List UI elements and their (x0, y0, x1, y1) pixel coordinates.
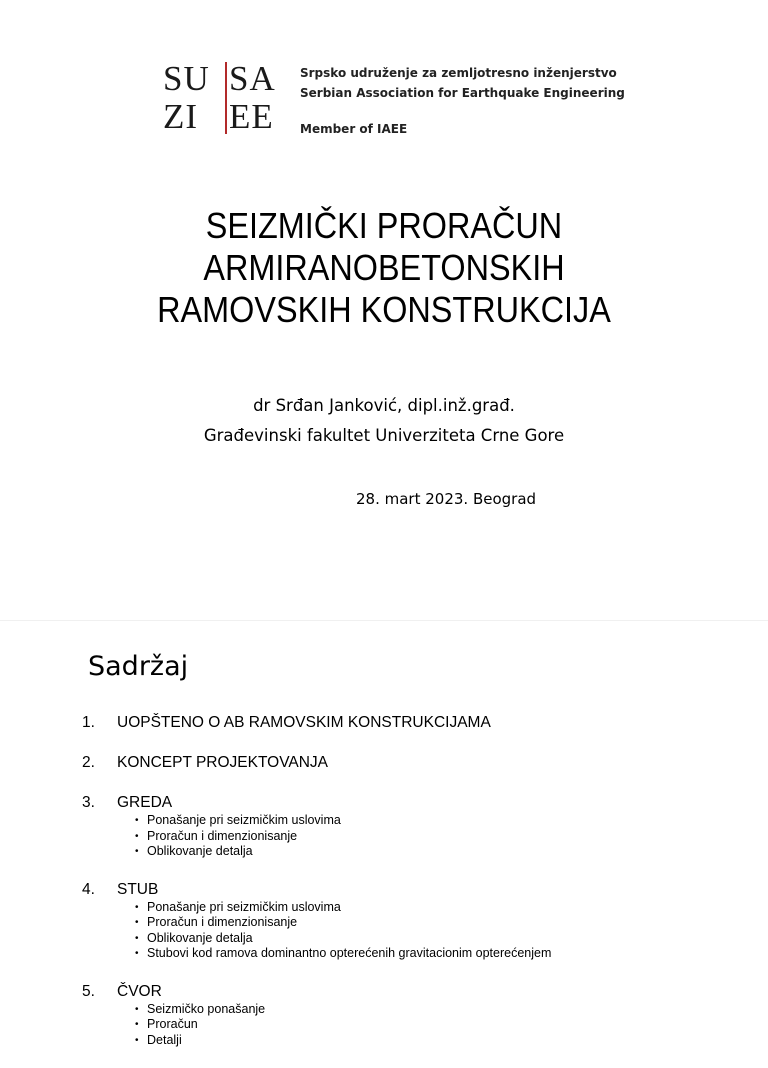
toc-item-number: 2. (82, 754, 95, 771)
logo-letters-sa: SA (229, 59, 276, 98)
org-name-serbian: Srpsko udruženje za zemljotresno inženjerstvo (300, 66, 617, 80)
bullet-icon: • (135, 1034, 139, 1046)
contents-heading: Sadržaj (88, 651, 189, 682)
title-line-1: SEIZMIČKI PRORAČUN (205, 205, 563, 246)
toc-subitem: • Proračun i dimenzionisanje (135, 915, 298, 929)
bullet-icon: • (135, 846, 139, 857)
toc-item-number: 1. (82, 714, 95, 731)
toc-subitem: • Stubovi kod ramova dominantno opterećenih gravitacionim opterećenjem (135, 946, 552, 960)
toc-subitem: • Oblikovanje detalja (135, 930, 253, 945)
bullet-icon: • (135, 1003, 139, 1015)
logo-letters-ee: EE (229, 97, 274, 136)
presentation-date: 28. mart 2023. Beograd (356, 490, 537, 508)
bullet-icon: • (135, 917, 139, 928)
logo-letters-zi: ZI (163, 97, 199, 136)
logo-divider (225, 62, 227, 134)
toc-subitem: • Proračun i dimenzionisanje (135, 828, 298, 843)
toc-item-label: GREDA (117, 794, 173, 811)
toc-item-number: 5. (82, 982, 95, 1000)
author-name: dr Srđan Janković, dipl.inž.građ. (253, 396, 515, 415)
toc-item-label: ČVOR (117, 982, 162, 1000)
toc-subitems (82, 900, 722, 962)
toc-item-number: 3. (82, 794, 95, 811)
title-line-3: RAMOVSKIH KONSTRUKCIJA (157, 289, 611, 330)
org-name-english: Serbian Association for Earthquake Engineering (300, 86, 625, 100)
bullet-icon: • (135, 1019, 139, 1030)
toc-item-label: KONCEPT PROJEKTOVANJA (117, 754, 329, 771)
toc-item-label: STUB (117, 880, 159, 898)
author-affiliation: Građevinski fakultet Univerziteta Crne Gore (203, 426, 565, 445)
toc-subitem: • Proračun (135, 1017, 198, 1031)
logo-letters-su: SU (163, 59, 210, 98)
logo-text (300, 63, 625, 139)
toc-item (82, 793, 722, 860)
bullet-icon: • (135, 932, 139, 944)
toc-subitems (82, 813, 722, 860)
toc-item-number: 4. (82, 880, 95, 898)
toc-item (82, 880, 722, 962)
table-of-contents (82, 713, 722, 1068)
title-line-2: ARMIRANOBETONSKIH (203, 247, 565, 288)
presentation-title (38, 205, 729, 331)
toc-subitem: • Seizmičko ponašanje (135, 1001, 266, 1016)
toc-subitem: • Ponašanje pri seizmičkim uslovima (135, 899, 341, 914)
author-block (0, 391, 768, 451)
toc-item (82, 982, 722, 1049)
toc-item (82, 753, 722, 773)
contents-slide (0, 620, 768, 1047)
bullet-icon: • (135, 815, 139, 826)
toc-item (82, 713, 722, 733)
bullet-icon: • (135, 948, 139, 959)
toc-subitem: • Detalji (135, 1032, 182, 1047)
toc-subitems (82, 1002, 722, 1049)
toc-subitem: • Ponašanje pri seizmičkim uslovima (135, 813, 341, 827)
suzi-saee-logo (163, 60, 623, 140)
toc-subitem: • Oblikovanje detalja (135, 844, 253, 858)
bullet-icon: • (135, 830, 139, 842)
toc-item-label: UOPŠTENO O AB RAMOVSKIM KONSTRUKCIJAMA (117, 714, 491, 731)
bullet-icon: • (135, 901, 139, 913)
membership-text: Member of IAEE (300, 122, 408, 136)
